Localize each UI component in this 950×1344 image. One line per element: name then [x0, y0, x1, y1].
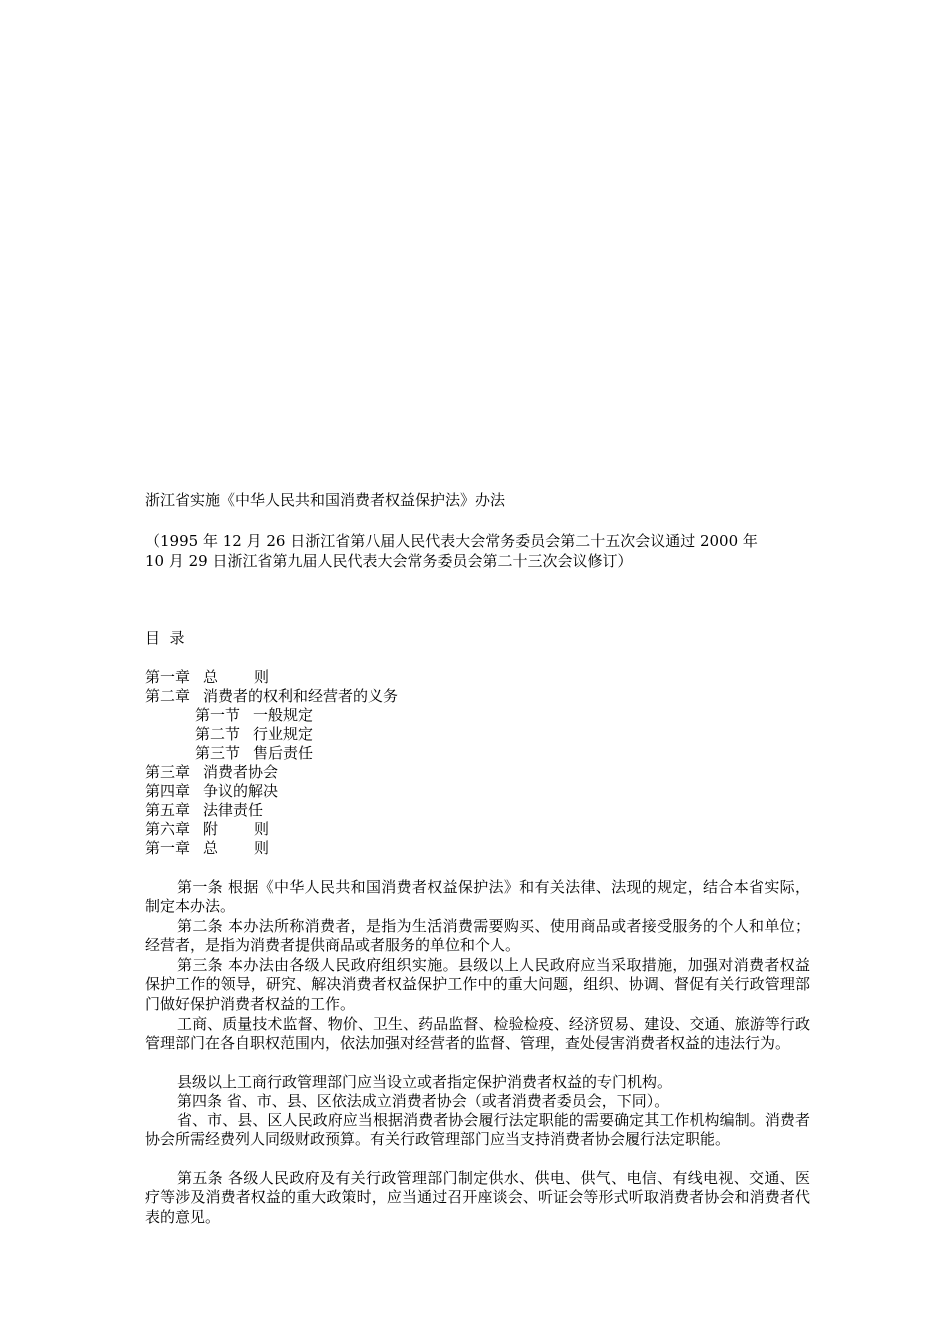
toc-item-chapter-4: 第四章 争议的解决 — [145, 782, 279, 800]
article-3-paragraph-3: 县级以上工商行政管理部门应当设立或者指定保护消费者权益的专门机构。 — [177, 1073, 673, 1091]
toc-item-chapter-3: 第三章 消费者协会 — [145, 763, 279, 781]
chapter-1-heading: 第一章 总 则 — [145, 839, 270, 857]
toc-item-chapter-2: 第二章 消费者的权利和经营者的义务 — [145, 687, 399, 705]
article-3: 第三条 本办法由各级人民政府组织实施。县级以上人民政府应当采取措施，加强对消费者权益保护工作的领导，研究、解决消费者权益保护工作中的重大问题，组织、协调、督促有关行政管理部门做好保护消费者权益的工作。 — [145, 956, 810, 1013]
toc-item-chapter-6: 第六章 附 则 — [145, 820, 270, 838]
article-5: 第五条 各级人民政府及有关行政管理部门制定供水、供电、供气、电信、有线电视、交通、医疗等涉及消费者权益的重大政策时，应当通过召开座谈会、听证会等形式听取消费者协会和消费者代表的意见。 — [145, 1169, 810, 1226]
toc-item-section-3: 第三节 售后责任 — [195, 744, 314, 762]
toc-item-chapter-1: 第一章 总 则 — [145, 668, 270, 686]
document-title: 浙江省实施《中华人民共和国消费者权益保护法》办法 — [145, 491, 506, 509]
adoption-note-line-1: （1995 年 12 月 26 日浙江省第八届人民代表大会常务委员会第二十五次会议通过 2000 年 — [145, 532, 758, 550]
toc-item-chapter-5: 第五章 法律责任 — [145, 801, 264, 819]
toc-item-section-1: 第一节 一般规定 — [195, 706, 314, 724]
article-3-paragraph-2: 工商、质量技术监督、物价、卫生、药品监督、检验检疫、经济贸易、建设、交通、旅游等行政管理部门在各自职权范围内，依法加强对经营者的监督、管理，查处侵害消费者权益的违法行为。 — [145, 1015, 810, 1053]
toc-item-section-2: 第二节 行业规定 — [195, 725, 314, 743]
article-4-paragraph-2: 省、市、县、区人民政府应当根据消费者协会履行法定职能的需要确定其工作机构编制。消费者协会所需经费列人同级财政预算。有关行政管理部门应当支持消费者协会履行法定职能。 — [145, 1111, 810, 1149]
article-1: 第一条 根据《中华人民共和国消费者权益保护法》和有关法律、法现的规定，结合本省实际，制定本办法。 — [145, 878, 810, 916]
article-2: 第二条 本办法所称消费者，是指为生活消费需要购买、使用商品或者接受服务的个人和单位；经营者，是指为消费者提供商品或者服务的单位和个人。 — [145, 917, 810, 955]
article-4: 第四条 省、市、县、区依法成立消费者协会（或者消费者委员会，下同）。 — [177, 1092, 670, 1110]
adoption-note-line-2: 10 月 29 日浙江省第九届人民代表大会常务委员会第二十三次会议修订） — [145, 552, 633, 570]
toc-heading: 目 录 — [145, 629, 185, 647]
